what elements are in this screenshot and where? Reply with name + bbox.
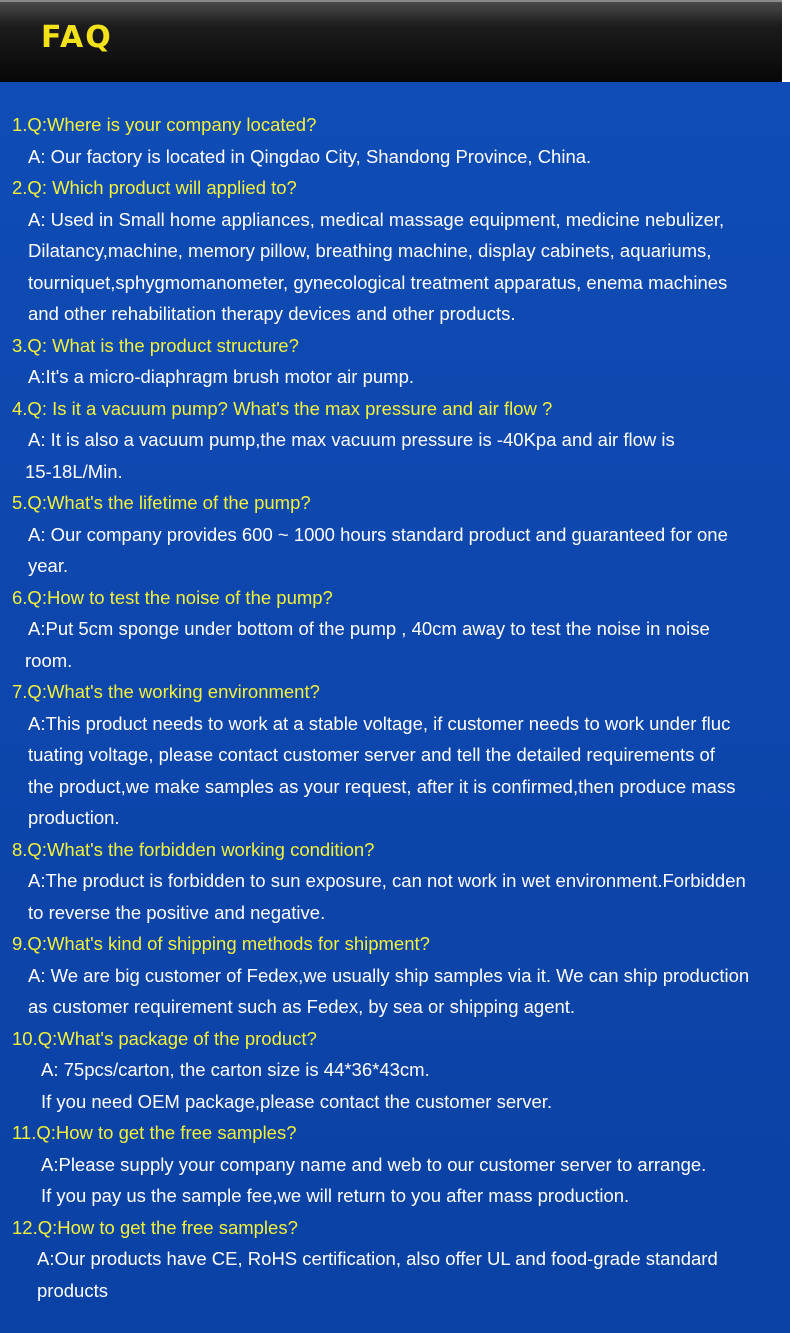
faq-answer-11-line-2: If you pay us the sample fee,we will return to you after mass production.: [41, 1185, 630, 1206]
faq-answer-7-line-3: the product,we make samples as your request, after it is confirmed,then produce mass: [28, 776, 736, 797]
faq-question-3: 3.Q: What is the product structure?: [12, 335, 299, 356]
faq-answer-9-line-1: A: We are big customer of Fedex,we usually ship samples via it. We can ship production: [28, 965, 750, 986]
faq-question-2: 2.Q: Which product will applied to?: [12, 177, 297, 198]
faq-answer-2-line-3: tourniquet,sphygmomanometer, gynecological treatment apparatus, enema machines: [28, 272, 728, 293]
faq-question-12: 12.Q:How to get the free samples?: [12, 1217, 298, 1238]
faq-question-5: 5.Q:What's the lifetime of the pump?: [12, 492, 311, 513]
faq-answer-7-line-2: tuating voltage, please contact customer server and tell the detailed requirements of: [28, 744, 715, 765]
faq-answer-10-line-2: If you need OEM package,please contact the customer server.: [41, 1091, 553, 1112]
faq-answer-2-line-1: A: Used in Small home appliances, medical massage equipment, medicine nebulizer,: [28, 209, 725, 230]
faq-question-8: 8.Q:What's the forbidden working condition?: [12, 839, 375, 860]
faq-question-1: 1.Q:Where is your company located?: [12, 114, 317, 135]
faq-answer-7-line-1: A:This product needs to work at a stable voltage, if customer needs to work under fluc: [28, 713, 731, 734]
faq-answer-6-line-2: room.: [25, 650, 73, 671]
faq-answer-2-line-2: Dilatancy,machine, memory pillow, breathing machine, display cabinets, aquariums,: [28, 240, 712, 261]
faq-header: [0, 0, 782, 82]
faq-question-9: 9.Q:What's kind of shipping methods for shipment?: [12, 933, 430, 954]
faq-question-6: 6.Q:How to test the noise of the pump?: [12, 587, 333, 608]
faq-answer-10-line-1: A: 75pcs/carton, the carton size is 44*36*43cm.: [41, 1059, 430, 1080]
faq-answer-5-line-1: A: Our company provides 600 ~ 1000 hours standard product and guaranteed for one: [28, 524, 728, 545]
faq-answer-2-line-4: and other rehabilitation therapy devices and other products.: [28, 303, 516, 324]
faq-answer-3-line-1: A:It's a micro-diaphragm brush motor air pump.: [28, 366, 415, 387]
faq-answer-6-line-1: A:Put 5cm sponge under bottom of the pump , 40cm away to test the noise in noise: [28, 618, 710, 639]
faq-question-4: 4.Q: Is it a vacuum pump? What's the max pressure and air flow ?: [12, 398, 553, 419]
page-title: FAQ: [41, 20, 113, 55]
faq-panel: [0, 82, 790, 1333]
faq-question-11: 11.Q:How to get the free samples?: [12, 1122, 297, 1143]
faq-answer-4-line-1: A: It is also a vacuum pump,the max vacuum pressure is -40Kpa and air flow is: [28, 429, 675, 450]
faq-answer-11-line-1: A:Please supply your company name and web to our customer server to arrange.: [41, 1154, 707, 1175]
faq-answer-7-line-4: production.: [28, 807, 120, 828]
faq-answer-8-line-2: to reverse the positive and negative.: [28, 902, 326, 923]
faq-answer-5-line-2: year.: [28, 555, 69, 576]
faq-answer-12-line-1: A:Our products have CE, RoHS certification, also offer UL and food-grade standard: [37, 1248, 718, 1269]
faq-answer-9-line-2: as customer requirement such as Fedex, by sea or shipping agent.: [28, 996, 576, 1017]
faq-answer-4-line-2: 15-18L/Min.: [25, 461, 123, 482]
faq-answer-8-line-1: A:The product is forbidden to sun exposure, can not work in wet environment.Forbidden: [28, 870, 746, 891]
faq-answer-1-line-1: A: Our factory is located in Qingdao City, Shandong Province, China.: [28, 146, 592, 167]
faq-question-7: 7.Q:What's the working environment?: [12, 681, 320, 702]
faq-question-10: 10.Q:What's package of the product?: [12, 1028, 317, 1049]
faq-answer-12-line-2: products: [37, 1280, 108, 1301]
